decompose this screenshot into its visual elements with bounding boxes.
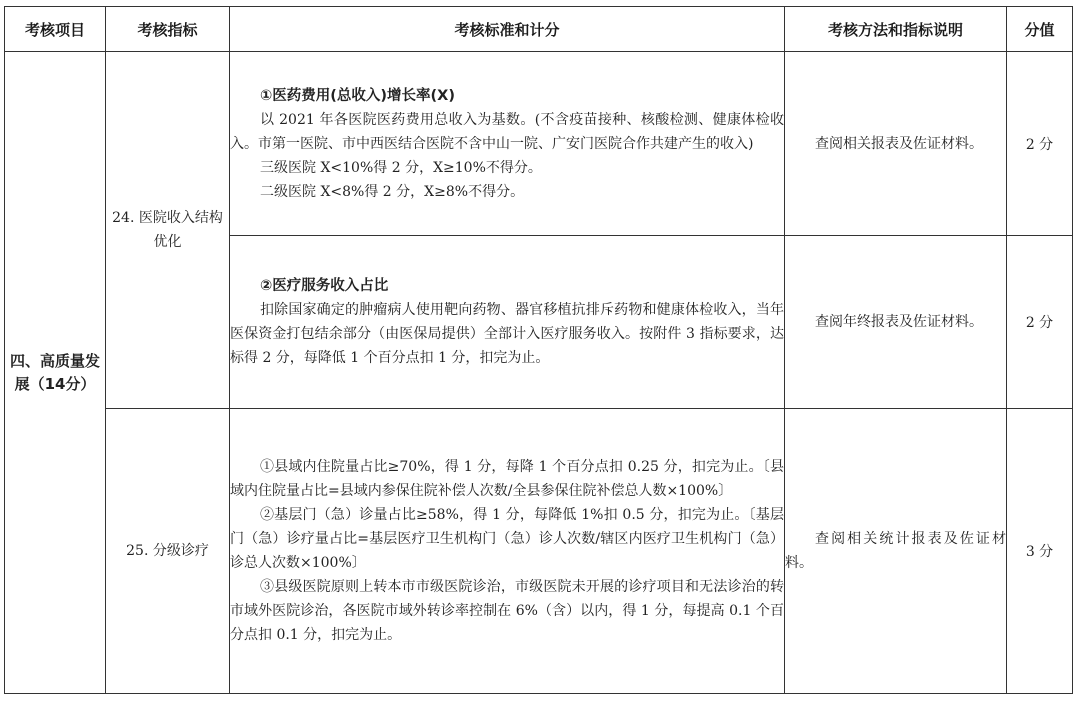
header-row — [5, 7, 1073, 52]
category-cell: 四、高质量发展（14分） — [5, 52, 106, 694]
standard-line-tier2: 二级医院 X<8%得 2 分，X≥8%不得分。 — [260, 183, 525, 200]
standard-cell-3 — [230, 409, 785, 694]
standard-paragraph-3a: ①县域内住院量占比≥70%，得 1 分，每降 1 个百分点扣 0.25 分，扣完为止。〔县域内住院量占比=县域内参保住院补偿人次数/全县参保住院补偿总人数×100%〕 — [230, 459, 784, 499]
standard-paragraph-2: 扣除国家确定的肿瘤病人使用靶向药物、器官移植抗排斥药物和健康体检收入，当年医保资金打包结余部分（由医保局提供）全部计入医疗服务收入。按附件 3 指标要求，达标得 2 分，每降低 1 个百分点扣 1 分，扣完为止。 — [230, 302, 784, 366]
header-item: 考核项目 — [5, 7, 106, 52]
header-standard: 考核标准和计分 — [230, 7, 785, 52]
method-cell-1 — [785, 52, 1007, 236]
standard-cell-2 — [230, 236, 785, 409]
method-cell-3 — [785, 409, 1007, 694]
header-score: 分值 — [1007, 7, 1073, 52]
standard-line-tier3: 三级医院 X<10%得 2 分，X≥10%不得分。 — [260, 159, 542, 176]
standard-title-2: ②医疗服务收入占比 — [260, 278, 389, 294]
table-row — [5, 52, 1073, 236]
header-method: 考核方法和指标说明 — [785, 7, 1007, 52]
assessment-table — [4, 6, 1073, 694]
score-cell-3: 3 分 — [1007, 409, 1073, 694]
table-row — [5, 409, 1073, 694]
indicator-25: 25. 分级诊疗 — [106, 409, 230, 694]
method-text-1: 查阅相关报表及佐证材料。 — [815, 135, 983, 152]
method-cell-2 — [785, 236, 1007, 409]
standard-cell-1 — [230, 52, 785, 236]
indicator-24: 24. 医院收入结构优化 — [106, 52, 230, 409]
header-indicator: 考核指标 — [106, 7, 230, 52]
standard-title-1: ①医药费用(总收入)增长率(X) — [260, 87, 455, 104]
score-cell-1: 2 分 — [1007, 52, 1073, 236]
standard-paragraph-1: 以 2021 年各医院医药费用总收入为基数。(不含疫苗接种、核酸检测、健康体检收入。市第一医院、市中西医结合医院不含中山一院、广安门医院合作共建产生的收入) — [230, 111, 784, 152]
score-cell-2: 2 分 — [1007, 236, 1073, 409]
method-text-2: 查阅年终报表及佐证材料。 — [815, 314, 983, 330]
method-text-3: 查阅相关统计报表及佐证材料。 — [785, 531, 1006, 571]
standard-paragraph-3c: ③县级医院原则上转本市市级医院诊治，市级医院未开展的诊疗项目和无法诊治的转市域外医院诊治，各医院市域外转诊率控制在 6%（含）以内，得 1 分，每提高 0.1 个百分点扣 0.1 分，扣完为止。 — [230, 579, 784, 643]
standard-paragraph-3b: ②基层门（急）诊量占比≥58%，得 1 分，每降低 1%扣 0.5 分，扣完为止。〔基层门（急）诊疗量占比=基层医疗卫生机构门（急）诊人次数/辖区内医疗卫生机构门（急）诊总人次数×100%〕 — [230, 507, 784, 571]
